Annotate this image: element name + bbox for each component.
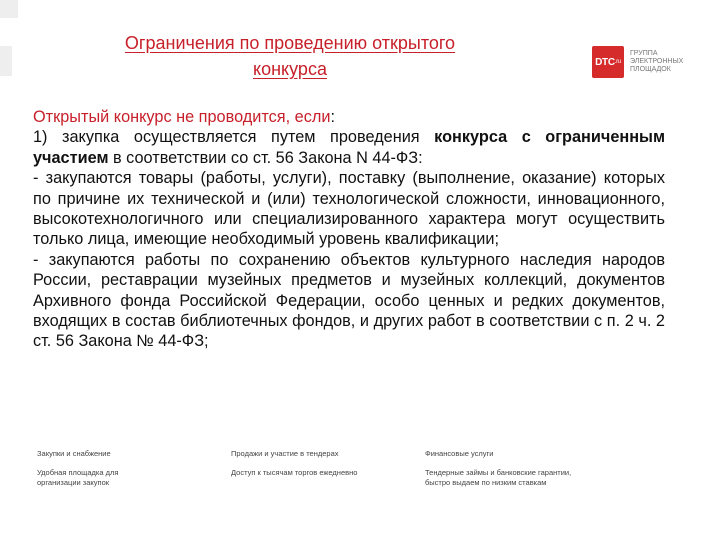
logo-caption-line-2: ЭЛЕКТРОННЫХ (630, 58, 684, 65)
footer-description: Удобная площадка для (37, 468, 119, 477)
company-logo (592, 46, 690, 78)
footer-description: быстро выдаем по низким ставкам (425, 478, 547, 487)
logo-badge-main: DTC (595, 56, 615, 68)
footer-heading: Закупки и снабжение (37, 449, 111, 458)
logo-badge (592, 46, 624, 78)
paragraph-1-start: 1) закупка осуществляется путем проведения (33, 128, 435, 147)
paragraph-1-bold: конкурса с ограниченным участием (33, 128, 665, 167)
side-decoration (0, 46, 12, 76)
footer-description: организации закупок (37, 478, 110, 487)
intro-paragraph (33, 107, 665, 127)
slide-footer (37, 449, 657, 488)
intro-label: Открытый конкурс не проводится, если (33, 108, 331, 126)
paragraph-3: - закупаются работы по сохранению объектов культурного наследия народов России, реставрации музейных предметов и музейных коллекций, документов Архивного фонда Российской Федерации, особо ценных и редких документов, входящих в состав библиотечных фондов, и других работ в соответствии с п. 2 ч. 2 ст. 56 Закона № 44-ФЗ; (33, 250, 665, 351)
paragraph-2: - закупаются товары (работы, услуги), поставку (выполнение, оказание) которых по причине их технической и (или) технологической сложности, инновационного, высокотехнологичного или специализированного характера могут осуществить только лица, имеющие необходимый уровень квалификации; (33, 169, 665, 249)
logo-badge-suffix: .ru (614, 59, 621, 65)
logo-caption (630, 50, 690, 74)
paragraph-1-end: в соответствии со ст. 56 Закона N 44-ФЗ: (108, 148, 423, 167)
footer-column-procurement (37, 449, 231, 488)
paragraph-1 (33, 127, 665, 168)
corner-decoration (0, 0, 18, 18)
title-line-1: Ограничения по проведению открытого (124, 33, 456, 53)
logo-caption-line-3: ПЛОЩАДОК (630, 66, 671, 73)
logo-caption-line-1: ГРУППА (630, 50, 658, 57)
title-line-2: конкурса (253, 59, 327, 79)
intro-colon: : (330, 108, 335, 126)
footer-column-sales (231, 449, 425, 488)
slide-title (40, 30, 540, 82)
footer-description: Тендерные займы и банковские гарантии, (425, 468, 572, 477)
footer-heading: Продажи и участие в тендерах (231, 449, 339, 458)
footer-description: Доступ к тысячам торгов ежедневно (231, 468, 358, 477)
footer-heading: Финансовые услуги (425, 449, 494, 458)
slide-body (33, 107, 665, 352)
footer-column-finance (425, 449, 619, 488)
